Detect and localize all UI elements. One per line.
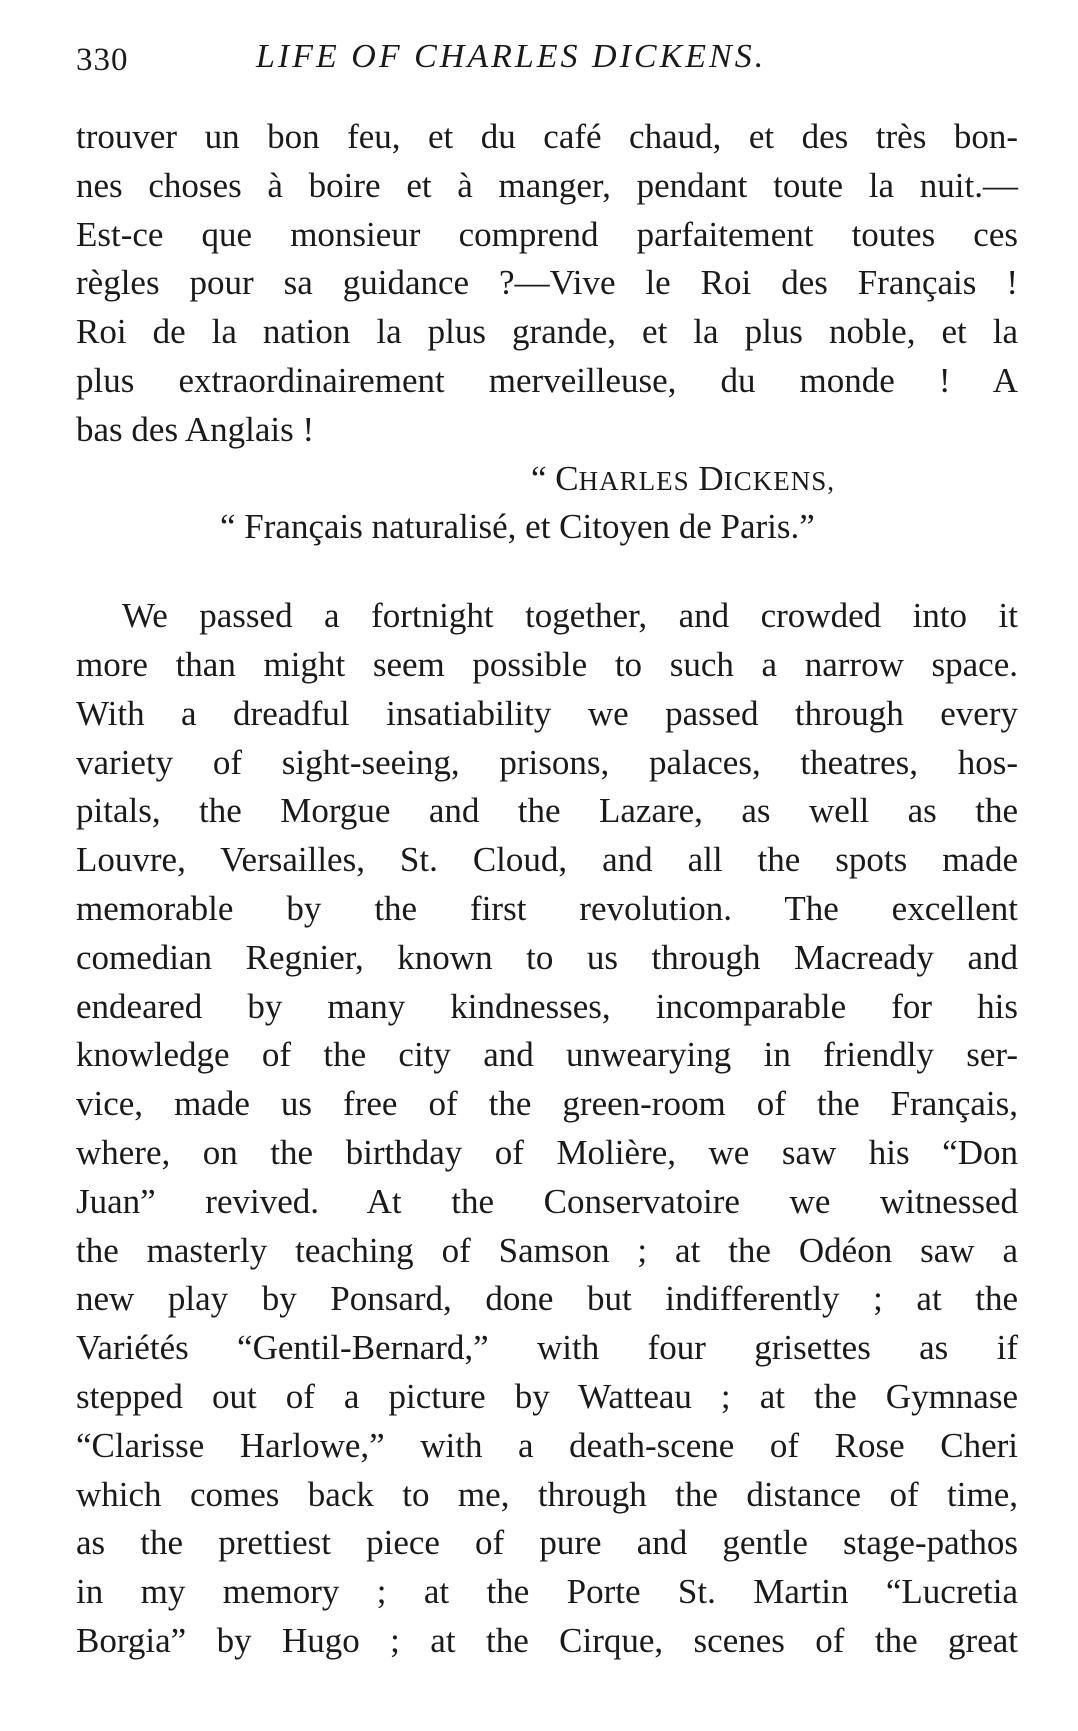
text-line: bas des Anglais ! [76, 409, 315, 449]
text-line: “Clarisse Harlowe,” with a death-scene of Rose Cheri [76, 1425, 1018, 1465]
page-header [76, 30, 1016, 90]
text-line: variety of sight-seeing, prisons, palaces, theatres, hos- [76, 742, 1018, 782]
text-line: which comes back to me, through the distance of time, [76, 1474, 1018, 1514]
text-line: With a dreadful insatiability we passed through every [76, 693, 1018, 733]
signature-title: “ Français naturalisé, et Citoyen de Paris.” [220, 507, 815, 547]
text-line: stepped out of a picture by Watteau ; at the Gymnase [76, 1376, 1018, 1416]
text-line: trouver un bon feu, et du café chaud, et des très bon- [76, 117, 1018, 156]
text-line: Variétés “Gentil-Bernard,” with four grisettes as if [76, 1328, 1018, 1368]
running-head: LIFE OF CHARLES DICKENS. [256, 38, 767, 75]
text-line: Juan” revived. At the Conservatoire we witnessed [76, 1181, 1018, 1221]
text-line: Louvre, Versailles, St. Cloud, and all the spots made [76, 840, 1018, 880]
text-line: knowledge of the city and unwearying in friendly ser- [76, 1035, 1018, 1075]
text-line: We passed a fortnight together, and crowded into it [122, 596, 1018, 636]
text-line: Est-ce que monsieur comprend parfaitement toutes ces [76, 214, 1018, 254]
text-line: plus extraordinairement merveilleuse, du monde ! A [76, 360, 1018, 400]
text-line: as the prettiest piece of pure and gentle stage-pathos [76, 1523, 1018, 1563]
text-line: in my memory ; at the Porte St. Martin “Lucretia [76, 1572, 1018, 1612]
text-line: vice, made us free of the green-room of the Français, [76, 1084, 1018, 1124]
text-line: memorable by the first revolution. The excellent [76, 888, 1018, 928]
text-line: nes choses à boire et à manger, pendant toute la nuit.— [76, 165, 1018, 205]
text-line: where, on the birthday of Molière, we saw his “Don [76, 1132, 1018, 1172]
page-text [76, 113, 1018, 1666]
text-line: endeared by many kindnesses, incomparable for his [76, 986, 1018, 1026]
text-line: new play by Ponsard, done but indifferently ; at the [76, 1279, 1018, 1319]
text-line: règles pour sa guidance ?—Vive le Roi des Français ! [76, 263, 1018, 303]
text-line: Roi de la nation la plus grande, et la plus noble, et la [76, 312, 1018, 352]
paragraph-gap [76, 552, 1018, 592]
page-number: 330 [76, 42, 129, 78]
text-line: more than might seem possible to such a narrow space. [76, 644, 1018, 684]
text-line: the masterly teaching of Samson ; at the Odéon saw a [76, 1230, 1018, 1270]
signature-name: “ CHARLES DICKENS, [531, 458, 835, 498]
text-line: comedian Regnier, known to us through Macready and [76, 937, 1018, 977]
text-line: pitals, the Morgue and the Lazare, as well as the [76, 791, 1018, 831]
text-line: Borgia” by Hugo ; at the Cirque, scenes of the great [76, 1620, 1018, 1660]
